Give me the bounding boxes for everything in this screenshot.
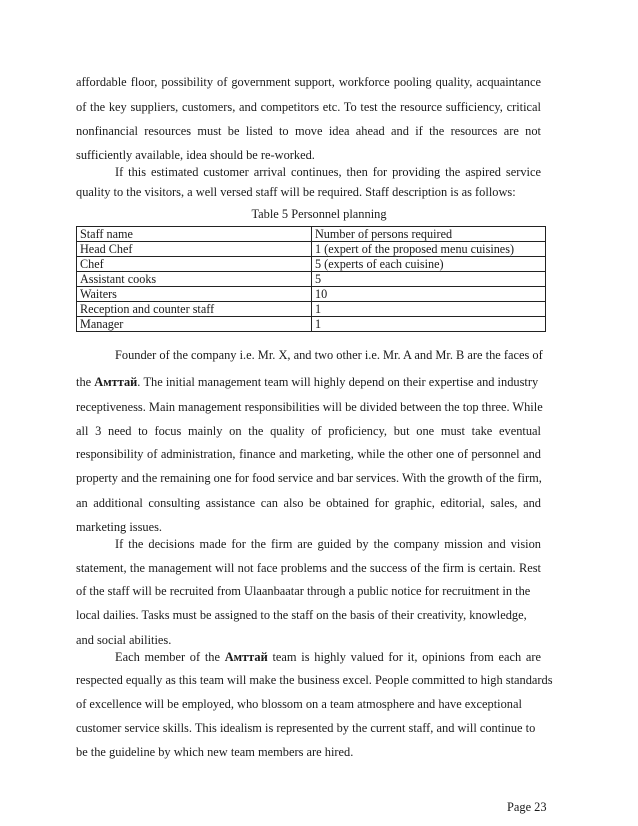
table-cell: 10: [312, 287, 546, 302]
body-line: [115, 650, 541, 664]
body-line: If this estimated customer arrival continues, then for providing the aspired service: [115, 165, 541, 179]
table-caption: Table 5 Personnel planning: [251, 207, 387, 221]
table-cell: 1 (expert of the proposed menu cuisines): [312, 242, 546, 257]
table-row: [77, 287, 546, 302]
body-line: all 3 need to focus mainly on the quality of proficiency, but one must take eventual: [76, 424, 541, 438]
body-line: local dailies. Tasks must be assigned to the staff on the basis of their creativity, knowledge,: [76, 608, 527, 622]
table-row: [77, 317, 546, 332]
body-line: receptiveness. Main management responsibilities will be divided between the top three. While: [76, 400, 543, 414]
body-line: sufficiently available, idea should be re-worked.: [76, 148, 315, 162]
body-line: and social abilities.: [76, 633, 172, 647]
table-cell: Reception and counter staff: [77, 302, 312, 317]
body-line: be the guideline by which new team members are hired.: [76, 745, 354, 759]
table-cell: Manager: [77, 317, 312, 332]
header-cell: Staff name: [77, 227, 312, 242]
body-line: Founder of the company i.e. Mr. X, and two other i.e. Mr. A and Mr. B are the faces of: [115, 348, 543, 362]
body-line: customer service skills. This idealism is represented by the current staff, and will continue to: [76, 721, 536, 735]
personnel-table: [76, 226, 546, 332]
table-cell: Assistant cooks: [77, 272, 312, 287]
body-line: respected equally as this team will make the business excel. People committed to high standards: [76, 673, 553, 687]
body-line: [76, 375, 541, 389]
table-cell: 5: [312, 272, 546, 287]
line-text: . The initial management team will highly depend on their expertise and industry: [137, 375, 539, 389]
table-cell: 1: [312, 317, 546, 332]
body-line: of the staff will be recruited from Ulaanbaatar through a public notice for recruitment in the: [76, 584, 531, 598]
line-text: Each member of the: [115, 650, 225, 664]
line-text: team is highly valued for it, opinions from each are: [267, 650, 541, 664]
body-line: nonfinancial resources must be listed to move idea ahead and if the resources are not: [76, 124, 541, 138]
brand-name: Амттай: [224, 650, 268, 664]
page-number: Page 23: [507, 800, 547, 814]
header-cell: Number of persons required: [312, 227, 546, 242]
body-line: quality to the visitors, a well versed staff will be required. Staff description is as follows:: [76, 185, 516, 199]
body-line: of excellence will be employed, who blossom on a team atmosphere and have exceptional: [76, 697, 522, 711]
table-cell: Waiters: [77, 287, 312, 302]
table-cell: 5 (experts of each cuisine): [312, 257, 546, 272]
table-cell: Chef: [77, 257, 312, 272]
body-line: statement, the management will not face problems and the success of the firm is certain. Rest: [76, 561, 541, 575]
body-line: responsibility of administration, finance and marketing, while the other one of personnel and: [76, 447, 541, 461]
line-text: the: [76, 375, 95, 389]
body-line: marketing issues.: [76, 520, 163, 534]
body-line: of the key suppliers, customers, and competitors etc. To test the resource sufficiency, critical: [76, 100, 541, 114]
table-row: [77, 302, 546, 317]
body-line: affordable floor, possibility of government support, workforce pooling quality, acquaintance: [76, 75, 541, 89]
table-cell: Head Chef: [77, 242, 312, 257]
table-cell: 1: [312, 302, 546, 317]
table-row: [77, 272, 546, 287]
table-row: [77, 242, 546, 257]
table-header-row: [77, 227, 546, 242]
body-line: property and the remaining one for food service and bar services. With the growth of the firm,: [76, 471, 542, 485]
table-row: [77, 257, 546, 272]
brand-name: Амттай: [94, 375, 138, 389]
body-line: If the decisions made for the firm are guided by the company mission and vision: [115, 537, 541, 551]
body-line: an additional consulting assistance can also be obtained for graphic, editorial, sales, and: [76, 496, 541, 510]
